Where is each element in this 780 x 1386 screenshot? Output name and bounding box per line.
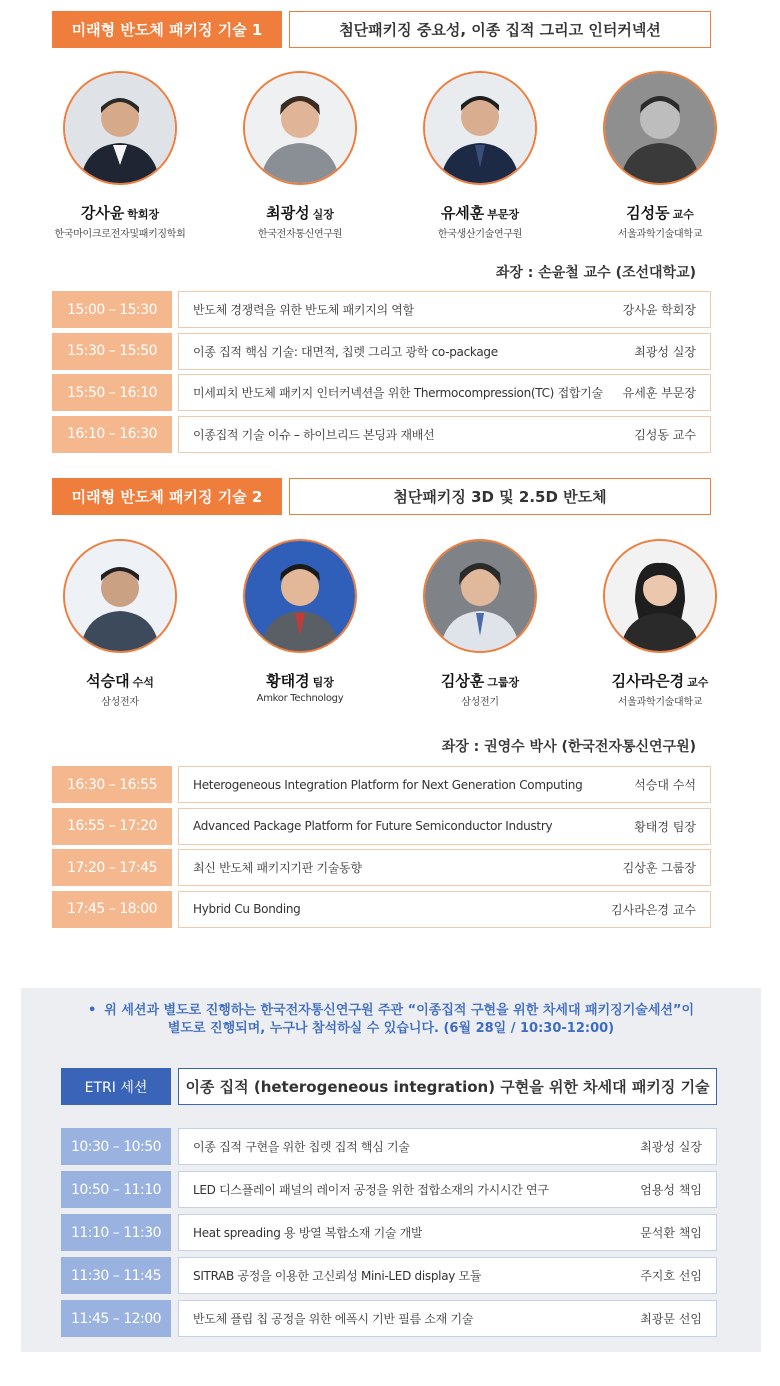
talk-cell bbox=[178, 291, 711, 328]
speaker-org: 한국전자통신연구원 bbox=[257, 229, 343, 240]
speaker-photo bbox=[63, 71, 177, 185]
talk-speaker: 김성동 교수 bbox=[634, 427, 696, 442]
talk-title: 이종집적 기술 이슈 – 하이브리드 본딩과 재배선 bbox=[193, 427, 435, 442]
schedule-row bbox=[52, 849, 711, 886]
session2-speakers bbox=[30, 539, 750, 708]
talk-title: 미세피치 반도체 패키지 인터커넥션을 위한 Thermocompression(TC) 접합기술 bbox=[193, 386, 603, 400]
talk-title: 이종 집적 구현을 위한 칩렛 집적 핵심 기술 bbox=[193, 1140, 410, 1154]
talk-cell bbox=[178, 808, 711, 845]
speaker-org: 서울과학기술대학교 bbox=[617, 229, 703, 240]
speaker-card bbox=[210, 539, 390, 708]
speaker-name: 김성동 bbox=[626, 204, 670, 222]
speaker-photo bbox=[63, 539, 177, 653]
session2-headline: 첨단패키징 3D 및 2.5D 반도체 bbox=[289, 478, 711, 515]
schedule-row bbox=[52, 808, 711, 845]
etri-header bbox=[61, 1068, 717, 1105]
speaker-card bbox=[30, 71, 210, 240]
talk-title: 반도체 플립 칩 공정을 위한 에폭시 기반 필름 소재 기술 bbox=[193, 1312, 474, 1326]
talk-speaker: 황태경 팀장 bbox=[634, 819, 696, 834]
speaker-card bbox=[390, 71, 570, 240]
speaker-org: 한국생산기술연구원 bbox=[437, 229, 523, 240]
talk-cell bbox=[178, 1214, 717, 1251]
etri-tag: ETRI 세션 bbox=[61, 1068, 171, 1105]
time-slot: 11:10 – 11:30 bbox=[61, 1214, 171, 1251]
talk-title: Heterogeneous Integration Platform for Next Generation Computing bbox=[193, 777, 583, 792]
speaker-photo bbox=[243, 71, 357, 185]
speaker-photo bbox=[423, 539, 537, 653]
speaker-title: 교수 bbox=[672, 208, 694, 221]
time-slot: 15:00 – 15:30 bbox=[52, 291, 172, 328]
session1-headline: 첨단패키징 중요성, 이종 집적 그리고 인터커넥션 bbox=[289, 11, 711, 48]
speaker-org: 삼성전자 bbox=[101, 697, 139, 708]
schedule-row bbox=[61, 1171, 717, 1208]
session2-tag: 미래형 반도체 패키징 기술 2 bbox=[52, 478, 282, 515]
speaker-card bbox=[570, 539, 750, 708]
etri-notice bbox=[21, 1002, 761, 1038]
etri-schedule bbox=[61, 1128, 717, 1343]
schedule-row bbox=[52, 891, 711, 928]
talk-speaker: 유세훈 부문장 bbox=[622, 386, 696, 400]
speaker-org: 삼성전기 bbox=[461, 697, 499, 708]
talk-speaker: 주지호 선임 bbox=[640, 1269, 702, 1283]
speaker-title: 수석 bbox=[132, 676, 154, 689]
talk-speaker: 최광문 선임 bbox=[640, 1312, 702, 1326]
speaker-photo bbox=[603, 71, 717, 185]
speaker-title: 그룹장 bbox=[487, 676, 520, 689]
time-slot: 17:20 – 17:45 bbox=[52, 849, 172, 886]
speaker-photo bbox=[423, 71, 537, 185]
talk-cell bbox=[178, 766, 711, 803]
talk-speaker: 김상훈 그룹장 bbox=[622, 861, 696, 875]
talk-title: 최신 반도체 패키지기판 기술동향 bbox=[193, 861, 362, 875]
schedule-row bbox=[52, 766, 711, 803]
talk-title: 이종 집적 핵심 기술: 대면적, 칩렛 그리고 광학 co-package bbox=[193, 344, 498, 359]
talk-speaker: 김사라은경 교수 bbox=[611, 902, 696, 917]
speaker-card bbox=[390, 539, 570, 708]
talk-speaker: 석승대 수석 bbox=[634, 778, 696, 792]
talk-title: Heat spreading 용 방열 복합소재 기술 개발 bbox=[193, 1226, 423, 1240]
speaker-name: 김상훈 bbox=[440, 672, 485, 690]
talk-cell bbox=[178, 849, 711, 886]
session1-schedule bbox=[52, 291, 711, 457]
schedule-row bbox=[52, 291, 711, 328]
speaker-photo bbox=[603, 539, 717, 653]
talk-cell bbox=[178, 1171, 717, 1208]
time-slot: 16:10 – 16:30 bbox=[52, 416, 172, 453]
talk-cell bbox=[178, 1128, 717, 1165]
speaker-name: 석승대 bbox=[86, 672, 130, 690]
notice-line-1: 위 세션과 별도로 진행하는 한국전자통신연구원 주관 “이종집적 구현을 위한 차세대 패키징기술세션”이 bbox=[104, 1003, 695, 1018]
talk-speaker: 최광성 실장 bbox=[640, 1140, 702, 1154]
speaker-name: 김사라은경 bbox=[611, 672, 685, 690]
etri-headline: 이종 집적 (heterogeneous integration) 구현을 위한 차세대 패키징 기술 bbox=[178, 1068, 717, 1105]
session1-chair: 좌장 : 손윤철 교수 (조선대학교) bbox=[495, 265, 696, 281]
speaker-title: 부문장 bbox=[487, 208, 520, 221]
talk-speaker: 최광성 실장 bbox=[634, 344, 696, 359]
speaker-name: 강사윤 bbox=[80, 204, 125, 222]
talk-title: Advanced Package Platform for Future Semiconductor Industry bbox=[193, 819, 553, 833]
speaker-card bbox=[30, 539, 210, 708]
time-slot: 15:30 – 15:50 bbox=[52, 333, 172, 370]
schedule-row bbox=[52, 374, 711, 411]
schedule-row bbox=[52, 416, 711, 453]
speaker-org: 서울과학기술대학교 bbox=[617, 697, 703, 708]
time-slot: 10:50 – 11:10 bbox=[61, 1171, 171, 1208]
talk-cell bbox=[178, 416, 711, 453]
speaker-name: 황태경 bbox=[266, 672, 310, 690]
speaker-photo bbox=[243, 539, 357, 653]
schedule-row bbox=[52, 333, 711, 370]
session2-chair: 좌장 : 권영수 박사 (한국전자통신연구원) bbox=[441, 739, 696, 755]
speaker-card bbox=[210, 71, 390, 240]
speaker-card bbox=[570, 71, 750, 240]
session2-header bbox=[52, 478, 711, 515]
talk-cell bbox=[178, 1257, 717, 1294]
talk-cell bbox=[178, 891, 711, 928]
time-slot: 11:45 – 12:00 bbox=[61, 1300, 171, 1337]
schedule-row bbox=[61, 1214, 717, 1251]
schedule-row bbox=[61, 1300, 717, 1337]
talk-title: Hybrid Cu Bonding bbox=[193, 902, 301, 916]
talk-cell bbox=[178, 1300, 717, 1337]
time-slot: 11:30 – 11:45 bbox=[61, 1257, 171, 1294]
bullet-icon: • bbox=[87, 1003, 97, 1018]
speaker-title: 실장 bbox=[312, 208, 334, 221]
session2-schedule bbox=[52, 766, 711, 932]
talk-title: LED 디스플레이 패널의 레이저 공정을 위한 접합소재의 가시시간 연구 bbox=[193, 1183, 549, 1197]
session1-speakers bbox=[30, 71, 750, 240]
speaker-title: 교수 bbox=[687, 676, 709, 689]
speaker-name: 유세훈 bbox=[440, 204, 485, 222]
speaker-title: 학회장 bbox=[127, 208, 160, 221]
notice-line-2: 별도로 진행되며, 누구나 참석하실 수 있습니다. (6월 28일 / 10:30-12:00) bbox=[167, 1021, 615, 1036]
talk-speaker: 강사윤 학회장 bbox=[622, 303, 696, 317]
time-slot: 10:30 – 10:50 bbox=[61, 1128, 171, 1165]
talk-cell bbox=[178, 333, 711, 370]
session1-tag: 미래형 반도체 패키징 기술 1 bbox=[52, 11, 282, 48]
schedule-row bbox=[61, 1257, 717, 1294]
talk-cell bbox=[178, 374, 711, 411]
schedule-row bbox=[61, 1128, 717, 1165]
time-slot: 16:55 – 17:20 bbox=[52, 808, 172, 845]
speaker-title: 팀장 bbox=[312, 676, 334, 689]
speaker-org: Amkor Technology bbox=[256, 693, 344, 704]
talk-title: SITRAB 공정을 이용한 고신뢰성 Mini-LED display 모듈 bbox=[193, 1269, 482, 1283]
session1-header bbox=[52, 11, 711, 48]
talk-speaker: 문석환 책임 bbox=[640, 1226, 702, 1240]
talk-speaker: 엄용성 책임 bbox=[640, 1183, 702, 1197]
time-slot: 17:45 – 18:00 bbox=[52, 891, 172, 928]
time-slot: 16:30 – 16:55 bbox=[52, 766, 172, 803]
speaker-name: 최광성 bbox=[266, 204, 310, 222]
speaker-org: 한국마이크로전자및패키징학회 bbox=[54, 229, 186, 240]
time-slot: 15:50 – 16:10 bbox=[52, 374, 172, 411]
talk-title: 반도체 경쟁력을 위한 반도체 패키지의 역할 bbox=[193, 303, 414, 317]
etri-panel bbox=[21, 988, 761, 1352]
